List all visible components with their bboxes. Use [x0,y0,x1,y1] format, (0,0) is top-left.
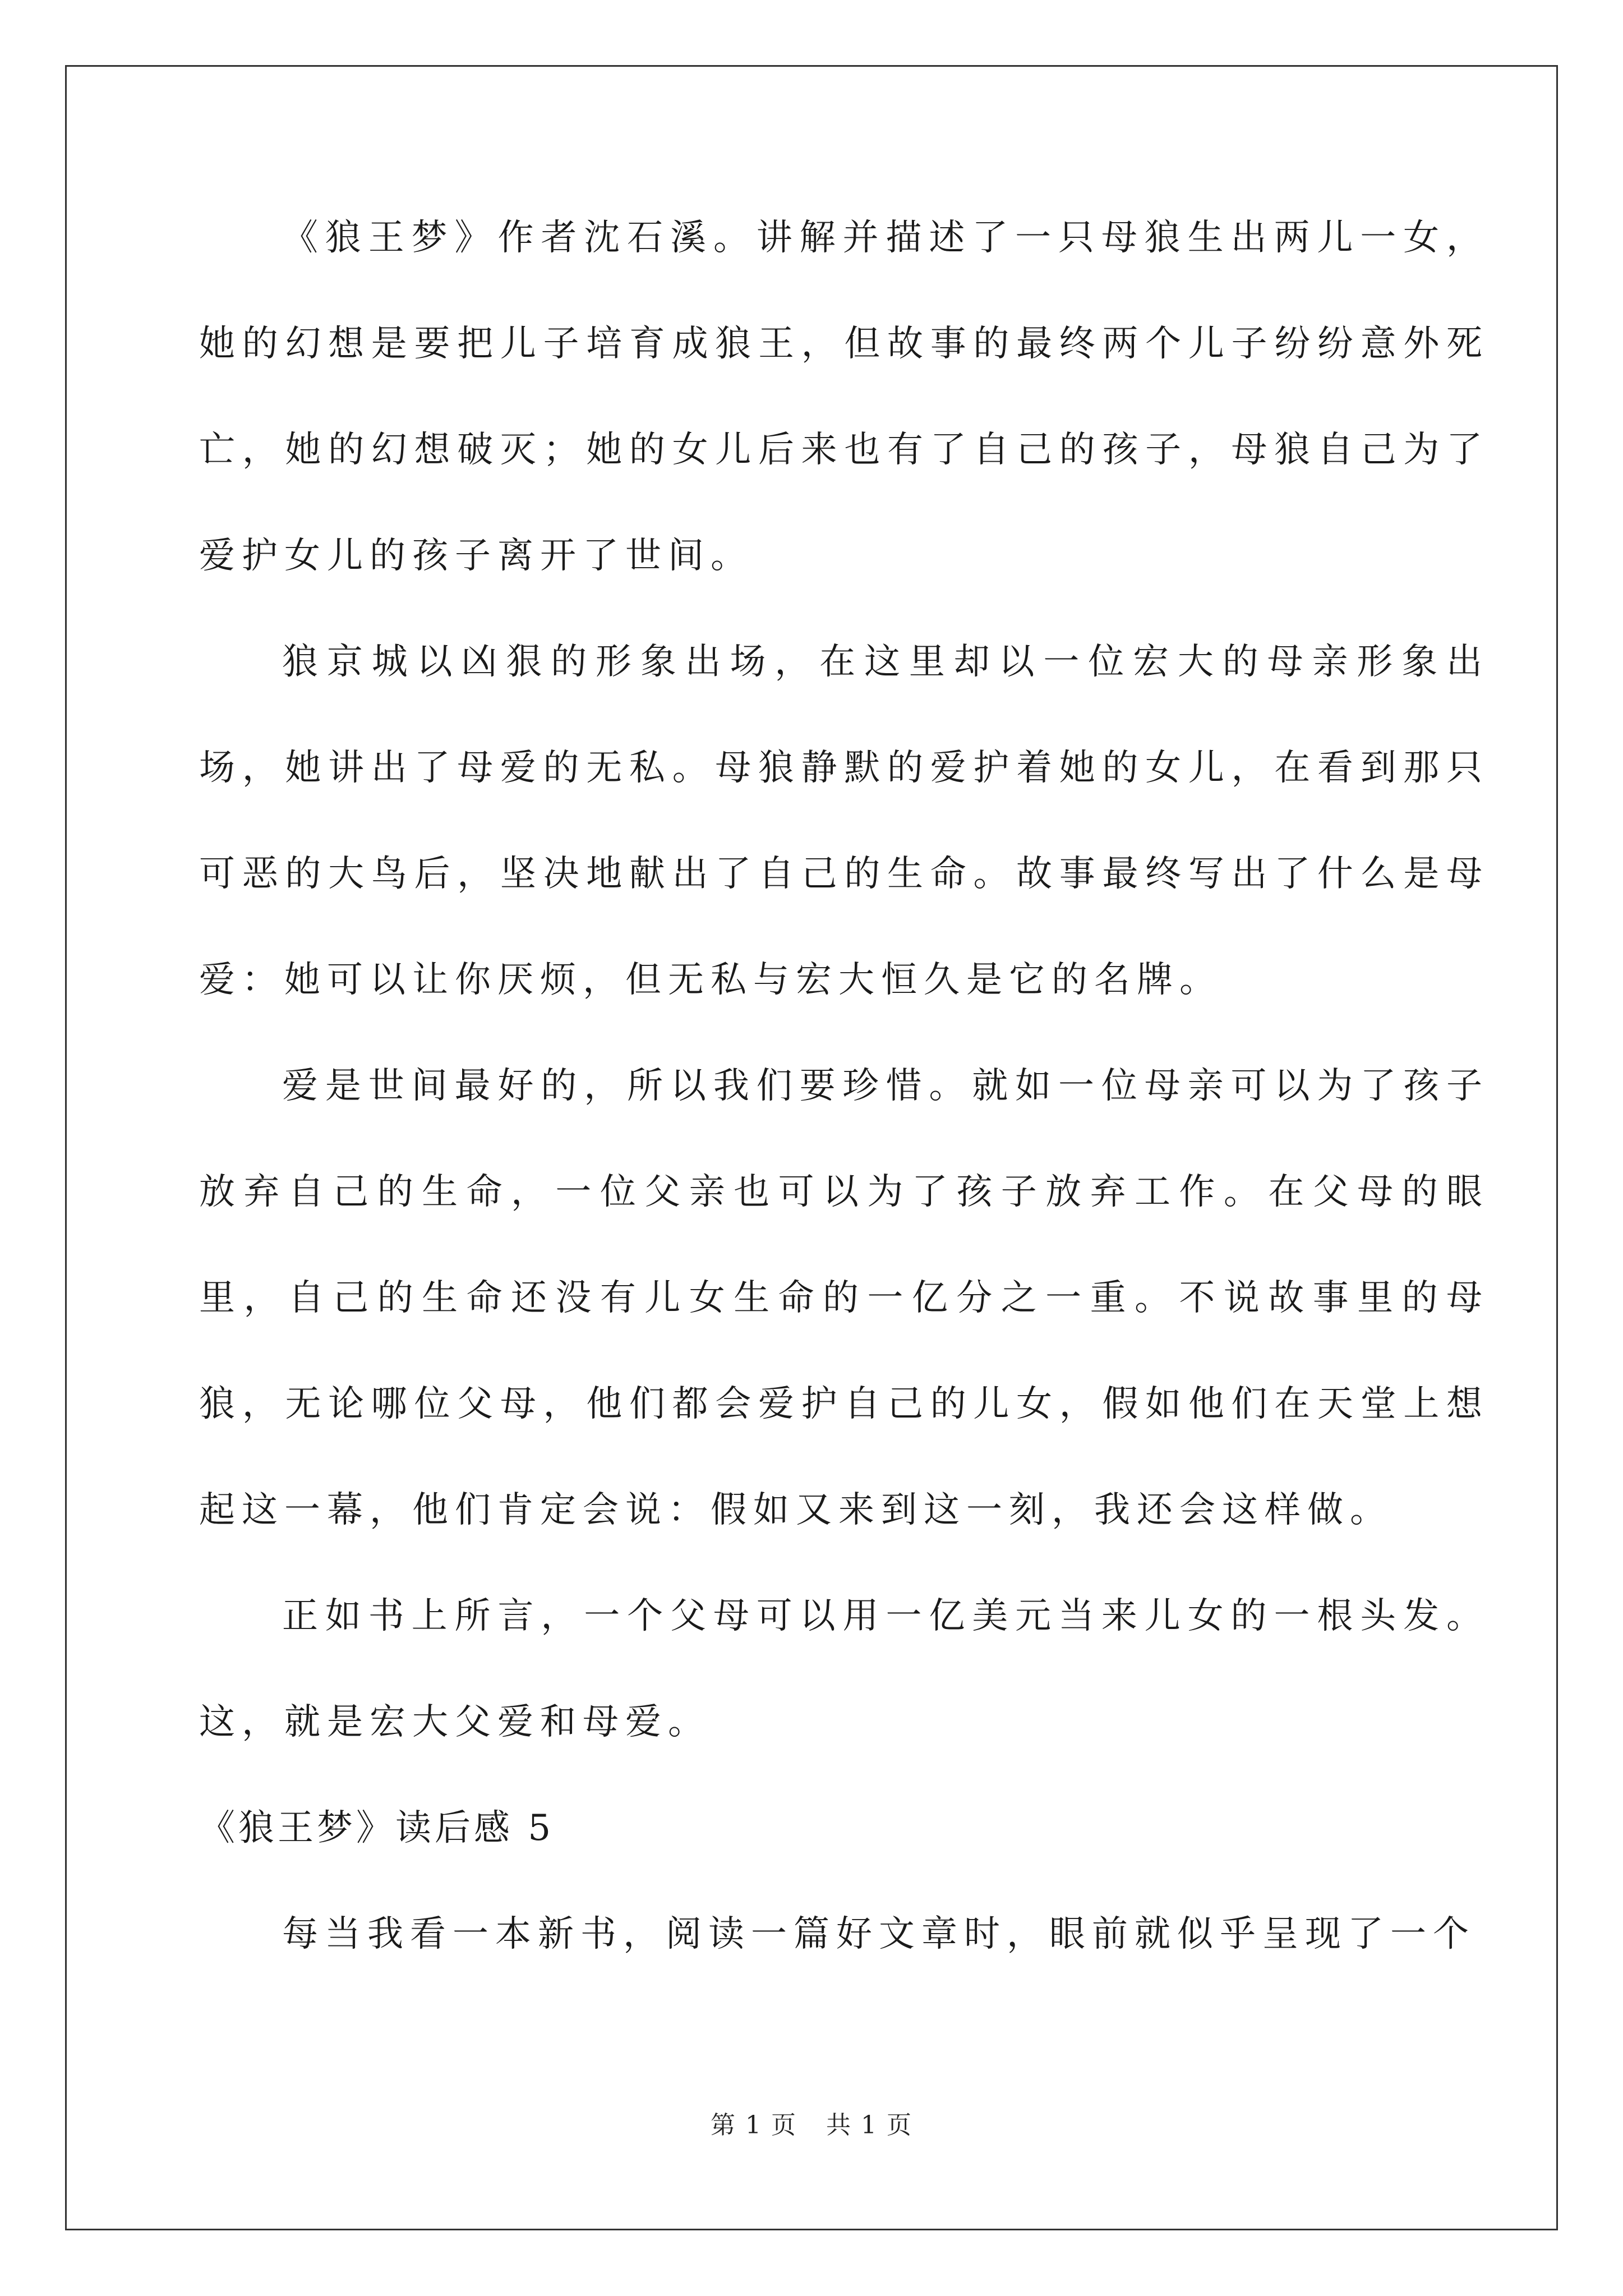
paragraph-3: 爱是世间最好的，所以我们要珍惜。就如一位母亲可以为了孩子放弃自己的生命，一位父亲也可以为了孩子放弃工作。在父母的眼里，自己的生命还没有儿女生命的一亿分之一重。不说故事里的母狼，无论哪位父母，他们都会爱护自己的儿女，假如他们在天堂上想起这一幕，他们肯定会说：假如又来到这一刻，我还会这样做。 [199,1065,1489,1531]
page-number: 第 1 页 [711,2111,797,2139]
paragraph-5: 每当我看一本新书，阅读一篇好文章时，眼前就似乎呈现了一个 [282,1913,1476,1955]
paragraph-4: 正如书上所言，一个父母可以用一亿美元当来儿女的一根头发。这，就是宏大父爱和母爱。 [199,1595,1489,1743]
paragraph-2: 狼京城以凶狠的形象出场，在这里却以一位宏大的母亲形象出场，她讲出了母爱的无私。母狼静默的爱护着她的女儿，在看到那只可恶的大鸟后，坚决地献出了自己的生命。故事最终写出了什么是母爱：她可以让你厌烦，但无私与宏大恒久是它的名牌。 [199,641,1489,1001]
document-body [199,185,1489,1987]
paragraph-1: 《狼王梦》作者沈石溪。讲解并描述了一只母狼生出两儿一女，她的幻想是要把儿子培育成狼王，但故事的最终两个儿子纷纷意外死亡，她的幻想破灭；她的女儿后来也有了自己的孩子，母狼自己为了爱护女儿的孩子离开了世间。 [199,217,1489,577]
page-footer [0,2105,1623,2141]
section-heading: 《狼王梦》读后感 5 [199,1807,555,1849]
page-total: 共 1 页 [826,2111,912,2139]
